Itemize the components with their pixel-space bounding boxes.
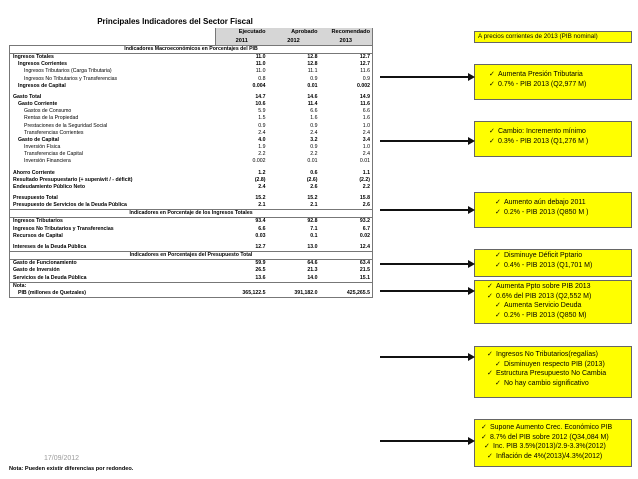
table-row xyxy=(10,233,373,240)
row-label: Prestaciones de la Seguridad Social xyxy=(10,123,216,130)
value-2013: 1.1 xyxy=(320,170,373,177)
value-2012: (2.6) xyxy=(306,176,318,183)
row-label: Presupuesto Total xyxy=(10,195,216,202)
value-2011: 12.7 xyxy=(255,243,266,250)
check-icon: ✓ xyxy=(495,302,501,310)
row-label: Transferencias Corrientes xyxy=(10,130,216,137)
value-2011: 11.0 xyxy=(255,68,266,75)
date-overlay: 17/09/2012 xyxy=(44,455,80,462)
row-label: Ingresos No Tributarios y Transferencias xyxy=(10,76,216,83)
value-2011: 26.5 xyxy=(255,267,266,274)
annotation-panel-budget xyxy=(474,280,632,324)
section-title-presupuesto: Indicadores en Porcentajes del Presupuesto Total xyxy=(10,252,373,260)
value-2013: 15.8 xyxy=(320,195,373,202)
value-2011: 0.002 xyxy=(252,158,266,165)
value-2012: 3.2 xyxy=(310,136,318,143)
header-spacer xyxy=(10,28,216,37)
column-year-c1: 2011 xyxy=(216,37,268,46)
table-row xyxy=(10,275,373,283)
table-row xyxy=(10,54,373,62)
row-label: Gasto de Inversión xyxy=(10,267,216,274)
value-2011: 10.6 xyxy=(255,101,266,108)
check-icon: ✓ xyxy=(481,424,487,431)
table-row xyxy=(10,108,373,115)
check-icon: ✓ xyxy=(489,80,495,88)
column-year-c3: 2013 xyxy=(320,37,373,46)
row-label: Gasto de Funcionamiento xyxy=(10,260,216,268)
row-label: Resultado Presupuestario (+ superávit / - déficit) xyxy=(10,177,216,184)
value-2013: 2.2 xyxy=(320,184,373,191)
value-2013: 0.01 xyxy=(320,158,373,165)
value-2013: 1.6 xyxy=(320,115,373,122)
panel-header: A precios corrientes de 2013 (PIB nominal) xyxy=(474,31,632,43)
row-label: Gasto Corriente xyxy=(10,101,216,108)
panel-item xyxy=(495,261,627,271)
table-row xyxy=(10,130,373,137)
value-2011: 2.1 xyxy=(258,202,266,209)
panel-item xyxy=(487,301,627,311)
check-icon: ✓ xyxy=(495,360,501,368)
header-spacer xyxy=(10,37,216,46)
row-label: Inversión Física xyxy=(10,144,216,151)
row-label: Gasto Total xyxy=(10,94,216,101)
check-icon: ✓ xyxy=(487,351,493,358)
annotation-panel-capital xyxy=(474,192,632,228)
value-2011: 0.004 xyxy=(252,82,266,89)
value-2012: 1.6 xyxy=(310,115,318,122)
value-2012: 12.8 xyxy=(307,61,318,68)
table-row xyxy=(10,151,373,158)
row-label: Servicios de la Deuda Pública xyxy=(10,275,216,283)
table-row xyxy=(10,101,373,108)
pib-2012: 391,182.0 xyxy=(268,290,320,298)
row-label: Gasto de Capital xyxy=(10,137,216,144)
row-label: Endeudamiento Público Neto xyxy=(10,184,216,191)
value-2011: 0.8 xyxy=(258,75,266,82)
row-label: Ingresos de Capital xyxy=(10,83,216,90)
value-2012: 15.2 xyxy=(307,194,318,201)
value-2011: 2.2 xyxy=(258,151,266,158)
check-icon: ✓ xyxy=(495,252,501,259)
value-2011: 5.9 xyxy=(258,108,266,115)
value-2013: 2.6 xyxy=(320,202,373,210)
value-2011: 2.4 xyxy=(258,183,266,190)
table-row xyxy=(10,61,373,68)
section-header xyxy=(10,46,373,54)
table-row xyxy=(10,94,373,101)
value-2011: 14.7 xyxy=(255,93,266,100)
panel-item-text: Ingresos No Tributarios(regalías) xyxy=(496,351,598,358)
value-2011: 4.0 xyxy=(258,136,266,143)
annotation-panel-structure xyxy=(474,346,632,398)
column-header-c2: Aprobado xyxy=(268,28,320,37)
row-label: Ahorro Corriente xyxy=(10,170,216,177)
value-2011: 0.9 xyxy=(258,122,266,129)
value-2011: 1.2 xyxy=(258,169,266,176)
panel-item-text: 0.3% - PIB 2013 (Q1,276 M ) xyxy=(498,137,589,145)
section-title-tributarios: Indicadores en Porcentaje de los Ingresos Totales xyxy=(10,210,373,218)
panel-item-text: Aumenta Ppto sobre PIB 2013 xyxy=(496,283,591,290)
annotation-panel-spending xyxy=(474,121,632,157)
panel-item-text: 0.7% - PIB 2013 (Q2,977 M) xyxy=(498,80,587,88)
panel-item xyxy=(487,369,627,379)
check-icon: ✓ xyxy=(495,261,501,269)
table-row xyxy=(10,137,373,144)
panel-item xyxy=(487,292,627,302)
panel-item-text: Cambio: Incremento mínimo xyxy=(498,128,586,135)
table-row xyxy=(10,202,373,210)
spacer-cell xyxy=(320,282,373,290)
value-2011: 2.4 xyxy=(258,129,266,136)
panel-item xyxy=(481,452,627,462)
check-icon: ✓ xyxy=(495,208,501,216)
value-2013: 2.4 xyxy=(320,151,373,158)
check-icon: ✓ xyxy=(489,128,495,135)
header-row-year xyxy=(10,37,373,46)
value-2012: 92.8 xyxy=(307,218,318,225)
column-header-c1: Ejecutado xyxy=(216,28,268,37)
value-2011: 6.6 xyxy=(258,225,266,232)
row-label: Transferencias de Capital xyxy=(10,151,216,158)
value-2012: 21.3 xyxy=(307,267,318,274)
value-2011: 13.6 xyxy=(255,274,266,281)
section-title-macro: Indicadores Macroeconómicos en Porcentajes del PIB xyxy=(10,46,373,54)
value-2011: 11.0 xyxy=(255,54,266,61)
value-2012: 14.0 xyxy=(307,274,318,281)
panel-item xyxy=(481,423,627,433)
table-row xyxy=(10,267,373,274)
panel-item-text: Inflación de 4%(2013)/4.3%(2012) xyxy=(496,452,603,460)
panel-item-text: 0.2% - PIB 2013 (Q850 M) xyxy=(504,311,587,319)
table-row xyxy=(10,226,373,233)
panel-item xyxy=(481,433,627,443)
check-icon: ✓ xyxy=(495,199,501,206)
check-icon: ✓ xyxy=(489,137,495,145)
value-2012: 11.4 xyxy=(307,101,318,108)
table-row xyxy=(10,170,373,177)
value-2012: 0.6 xyxy=(310,169,318,176)
panel-item-text: Supone Aumento Crec. Económico PIB xyxy=(490,424,613,431)
panel-item xyxy=(489,70,627,80)
value-2012: 0.9 xyxy=(310,75,318,82)
value-2012: 12.8 xyxy=(307,54,318,61)
value-2012: 0.9 xyxy=(310,122,318,129)
panel-item-text: Aumenta Presión Tributaria xyxy=(498,71,583,78)
value-2013: 0.02 xyxy=(320,233,373,240)
panel-item xyxy=(495,208,627,218)
page-title: Principales Indicadores del Sector Fiscal xyxy=(97,17,253,26)
panel-item-text: 0.4% - PIB 2013 (Q1,701 M) xyxy=(504,261,593,269)
value-2013: 12.7 xyxy=(320,61,373,68)
table-row xyxy=(10,184,373,191)
value-2013: 12.7 xyxy=(320,54,373,62)
panel-item xyxy=(487,350,627,360)
table-row xyxy=(10,158,373,165)
value-2012: 2.2 xyxy=(310,151,318,158)
table-row xyxy=(10,68,373,75)
check-icon: ✓ xyxy=(481,433,487,441)
spacer-cell xyxy=(216,282,268,290)
table-row xyxy=(10,177,373,184)
value-2013: 1.0 xyxy=(320,123,373,130)
row-label: Rentas de la Propiedad xyxy=(10,115,216,122)
panel-item-text: Aumenta Servicio Deuda xyxy=(504,302,582,310)
check-icon: ✓ xyxy=(484,443,490,451)
value-2013: 0.002 xyxy=(320,83,373,90)
header-row xyxy=(10,28,373,37)
column-year-c2: 2012 xyxy=(268,37,320,46)
value-2013: 11.6 xyxy=(320,101,373,108)
annotation-panel-deficit xyxy=(474,249,632,277)
value-2012: 64.6 xyxy=(307,260,318,267)
value-2011: 1.9 xyxy=(258,144,266,151)
footnote: Nota: Pueden existir diferencias por redondeo. xyxy=(9,466,134,472)
value-2013: 1.0 xyxy=(320,144,373,151)
panel-item xyxy=(487,282,627,292)
value-2013: 21.5 xyxy=(320,267,373,274)
pib-note: Nota: xyxy=(10,282,216,290)
check-icon: ✓ xyxy=(489,71,495,78)
value-2011: 1.5 xyxy=(258,115,266,122)
value-2013: 0.9 xyxy=(320,76,373,83)
panel-item xyxy=(495,198,627,208)
pib-note-row xyxy=(10,282,373,290)
panel-item-text: Estructura Presupuesto No Cambia xyxy=(496,370,607,378)
row-label: Ingresos Tributarios (Carga Tributaria) xyxy=(10,68,216,75)
value-2013: 93.2 xyxy=(320,218,373,226)
check-icon: ✓ xyxy=(495,379,501,387)
check-icon: ✓ xyxy=(487,292,493,300)
row-label: Gastos de Consumo xyxy=(10,108,216,115)
panel-item-text: 0.2% - PIB 2013 (Q850 M ) xyxy=(504,208,589,216)
pib-2011: 365,122.5 xyxy=(216,290,268,298)
pib-2013: 425,265.5 xyxy=(320,290,373,298)
value-2012: 6.6 xyxy=(310,108,318,115)
table-row xyxy=(10,244,373,252)
table-row xyxy=(10,123,373,130)
panel-item-text: 0.6% del PIB 2013 (Q2,552 M) xyxy=(496,292,592,300)
check-icon: ✓ xyxy=(487,283,493,290)
spacer-cell xyxy=(268,282,320,290)
panel-item-text: Inc. PIB 3.5%(2013)/2.9-3.3%(2012) xyxy=(493,443,606,451)
value-2011: 0.03 xyxy=(255,232,266,239)
value-2013: 11.6 xyxy=(320,68,373,75)
value-2013: 6.6 xyxy=(320,108,373,115)
value-2013: 15.1 xyxy=(320,275,373,283)
value-2012: 14.6 xyxy=(307,93,318,100)
panel-item xyxy=(489,137,627,147)
annotation-panel-gdp xyxy=(474,419,632,467)
value-2011: 93.4 xyxy=(255,218,266,225)
panel-item xyxy=(487,379,627,389)
value-2013: 63.4 xyxy=(320,260,373,268)
pib-label: PIB (millones de Quetzales) xyxy=(10,290,216,298)
annotation-panel-tax-pressure xyxy=(474,64,632,100)
section-header xyxy=(10,210,373,218)
row-label: Intereses de la Deuda Pública xyxy=(10,244,216,252)
panel-item xyxy=(495,251,627,261)
value-2012: 11.1 xyxy=(307,68,318,75)
column-header-c3: Recomendado xyxy=(320,28,373,37)
check-icon: ✓ xyxy=(487,452,493,460)
pib-row xyxy=(10,290,373,298)
value-2013: 6.7 xyxy=(320,226,373,233)
value-2011: (2.8) xyxy=(254,176,266,183)
table-row xyxy=(10,76,373,83)
value-2013: 14.9 xyxy=(320,94,373,101)
row-label: Ingresos Corrientes xyxy=(10,61,216,68)
panel-item xyxy=(487,360,627,370)
value-2012: 2.1 xyxy=(310,202,318,209)
panel-item-text: No hay cambio significativo xyxy=(504,379,589,387)
check-icon: ✓ xyxy=(487,370,493,378)
value-2013: 3.4 xyxy=(320,137,373,144)
value-2011: 59.9 xyxy=(255,260,266,267)
row-label: Ingresos No Tributarios y Transferencias xyxy=(10,226,216,233)
value-2013: (2.2) xyxy=(320,177,373,184)
panel-item xyxy=(481,442,627,452)
value-2011: 11.0 xyxy=(255,61,266,68)
value-2013: 12.4 xyxy=(320,244,373,252)
panel-item-text: 8.7% del PIB sobre 2012 (Q34,084 M) xyxy=(490,433,609,441)
row-label: Inversión Financiera xyxy=(10,158,216,165)
table-row xyxy=(10,115,373,122)
fiscal-indicators-table xyxy=(9,28,373,298)
table-row xyxy=(10,260,373,268)
value-2013: 2.4 xyxy=(320,130,373,137)
table-row xyxy=(10,195,373,202)
value-2012: 2.4 xyxy=(310,129,318,136)
value-2012: 0.9 xyxy=(310,144,318,151)
section-header xyxy=(10,252,373,260)
table-row xyxy=(10,144,373,151)
check-icon: ✓ xyxy=(495,311,501,319)
panel-item xyxy=(487,311,627,321)
value-2011: 15.2 xyxy=(255,194,266,201)
row-label: Ingresos Tributarios xyxy=(10,218,216,226)
panel-item-text: Aumento aún debajo 2011 xyxy=(504,199,586,206)
panel-item xyxy=(489,127,627,137)
panel-item xyxy=(489,80,627,90)
value-2012: 0.01 xyxy=(307,158,318,165)
row-label: Ingresos Totales xyxy=(10,54,216,62)
value-2012: 0.01 xyxy=(307,82,318,89)
value-2012: 2.6 xyxy=(310,183,318,190)
value-2012: 7.1 xyxy=(310,225,318,232)
panel-item-text: Disminuye Déficit Pptario xyxy=(504,252,583,259)
row-label: Recursos de Capital xyxy=(10,233,216,240)
value-2012: 13.0 xyxy=(307,243,318,250)
table-row xyxy=(10,218,373,226)
row-label: Presupuesto de Servicios de la Deuda Pública xyxy=(10,202,216,210)
value-2012: 0.1 xyxy=(310,232,318,239)
table-row xyxy=(10,83,373,90)
panel-item-text: Disminuyen respecto PIB (2013) xyxy=(504,360,605,368)
